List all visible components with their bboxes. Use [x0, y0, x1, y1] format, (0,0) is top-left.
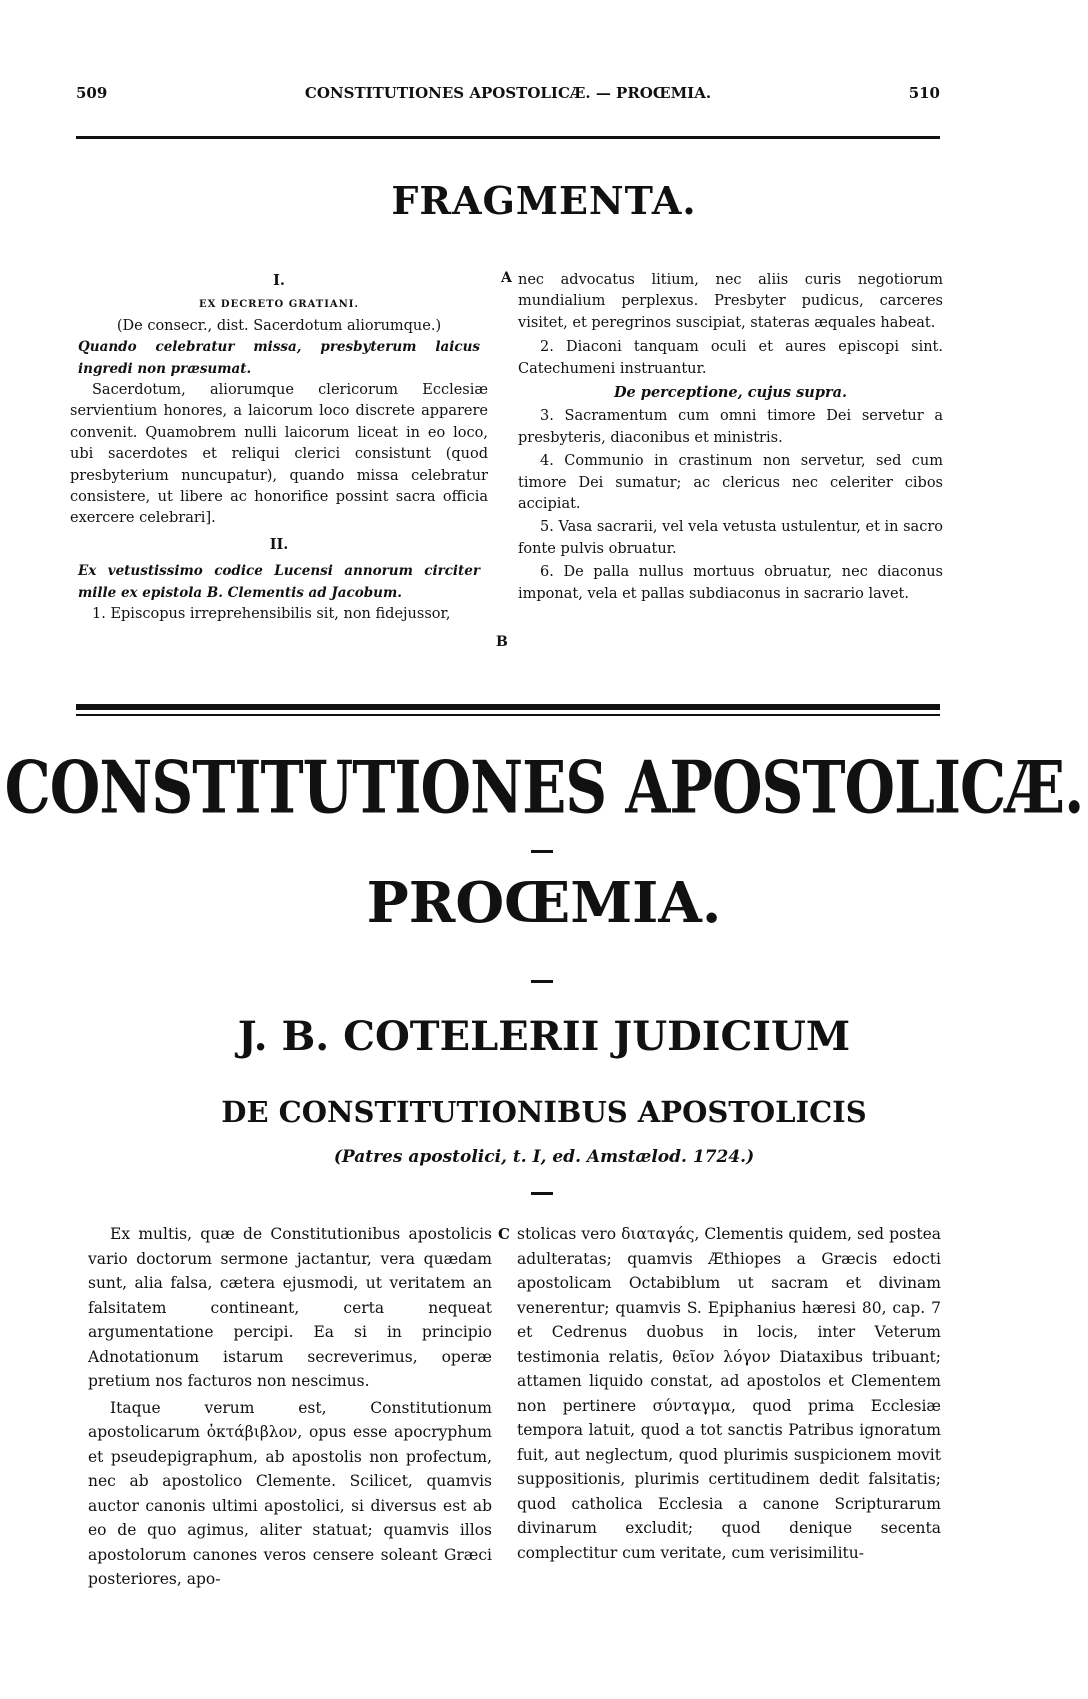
- item-two: 2. Diaconi tanquam oculi et aures episcopi sint. Catechumeni instruantur.: [518, 339, 943, 377]
- rubric-one: Quando celebratur missa, presbyterum laicus ingredi non præsumat.: [78, 339, 480, 377]
- body-paragraph-three: stolicas vero διαταγάς, Clementis quidem, sed postea adulteratas; quamvis Æthiopes a Græcis edocti apostolicam Octabiblum ut sacram et divinam venerentur; quamvis S. Epiphanius hæresi 80, cap. 7 et Cedrenus duobus in locis, inter Veterum testimonia relatis, θεῖον λόγον Diataxibus tribuant; attamen liquido constat, ad apostolos et Clementem non pertinere σύνταγμα, quod prima Ecclesiæ tempora latuit, quod a tot sanctis Patribus ignoratum fuit, aut neglectum, quod plurimis suspicionem movit suppositionis, plurimis certitudinem dedit falsitatis; quod catholica Ecclesia a canone Scripturarum divinarum excludit; quod denique secenta complectitur cum veritate, cum verisimilitu-: [517, 1225, 941, 1562]
- running-header: [76, 84, 940, 112]
- source-heading: EX DECRETO GRATIANI.: [199, 299, 359, 311]
- margin-marker-c: C: [498, 1225, 510, 1243]
- section-rule-thick: [76, 704, 940, 710]
- section-rule-thin: [76, 714, 940, 716]
- judicium-title: J. B. COTELERII JUDICIUM: [237, 1013, 851, 1060]
- body-right-column: [517, 1222, 941, 1565]
- header-rule: [76, 136, 940, 139]
- fragmenta-right-column: [518, 270, 943, 605]
- body-paragraph-one: Ex multis, quæ de Constitutionibus apostolicis vario doctorum sermone jactantur, vera quædam sunt, alia falsa, cætera ejusmodi, ut veritatem an falsitatem contineant, certa nequeat argumentatione percipi. Ea si in principio Adnotationum istarum secreverimus, operæ pretium nos facturos non nescimus.: [88, 1225, 492, 1390]
- item-six: 6. De palla nullus mortuus obruatur, nec diaconus imponat, vela et pallas subdiaconus in sacrario lavet.: [518, 564, 943, 602]
- dash-two: [531, 980, 553, 983]
- running-title: CONSTITUTIONES APOSTOLICÆ. — PROŒMIA.: [304, 84, 712, 102]
- edition-note: (Patres apostolici, t. I, ed. Amstælod. 1724.): [333, 1147, 755, 1167]
- body-paragraph-two: Itaque verum est, Constitutionum apostolicarum ὀκτάβιβλον, opus esse apocryphum et pseudepigraphum, ab apostolis non profectum, nec ab apostolico Clemente. Scilicet, quamvis auctor canonis ultimi apostolici, si diversus est ab eo de quo agimus, aliter statuat; quamvis illos apostolorum canones veros censere soleant Græci posteriores, apo-: [88, 1398, 492, 1588]
- page-number-left: 509: [76, 84, 108, 102]
- fragment-two-text: 1. Episcopus irreprehensibilis sit, non fidejussor,: [92, 606, 451, 623]
- page-number-right: 510: [908, 84, 940, 102]
- rubric-perceptione: De perceptione, cujus supra.: [613, 384, 848, 402]
- item-three: 3. Sacramentum cum omni timore Dei servetur a presbyteris, diaconibus et ministris.: [518, 408, 943, 446]
- dash-one: [531, 850, 553, 853]
- main-title: CONSTITUTIONES APOSTOLICÆ.: [4, 745, 1084, 830]
- numeral-one: I.: [273, 272, 285, 289]
- body-left-column: [88, 1222, 492, 1592]
- fragment-one-text: Sacerdotum, aliorumque clericorum Ecclesiæ servientium honores, a laicorum loco discrete apparere convenit. Quamobrem nulli laicorum liceat in eo loco, ubi sacerdotes et reliqui clerici consistunt (quod presbyterium nuncupatur), quando missa celebratur consistere, ut libere ac honorifice possint sacra officia exercere celebrari].: [70, 382, 488, 527]
- fragment-right-text: nec advocatus litium, nec aliis curis negotiorum mundialium perplexus. Presbyter pudicus, carceres visitet, et peregrinos suscipiat, stateras æquales habeat.: [518, 272, 943, 331]
- item-four: 4. Communio in crastinum non servetur, sed cum timore Dei sumatur; ac clericus nec celeriter cibos accipiat.: [518, 453, 943, 513]
- numeral-two: II.: [269, 535, 289, 553]
- item-five: 5. Vasa sacrarii, vel vela vetusta ustulentur, et in sacro fonte pulvis obruatur.: [518, 519, 943, 557]
- fragmenta-title: FRAGMENTA.: [391, 178, 697, 223]
- dash-three: [531, 1192, 553, 1195]
- margin-marker-b: B: [496, 634, 508, 650]
- fragmenta-left-column: [70, 270, 488, 626]
- reference-line: (De consecr., dist. Sacerdotum aliorumque.): [116, 317, 442, 334]
- rubric-two: Ex vetustissimo codice Lucensi annorum circiter mille ex epistola B. Clementis ad Jacobum.: [78, 563, 480, 601]
- proemia-title: PROŒMIA.: [366, 870, 722, 936]
- de-constitutionibus-title: DE CONSTITUTIONIBUS APOSTOLICIS: [221, 1095, 867, 1129]
- margin-marker-a: A: [501, 270, 512, 286]
